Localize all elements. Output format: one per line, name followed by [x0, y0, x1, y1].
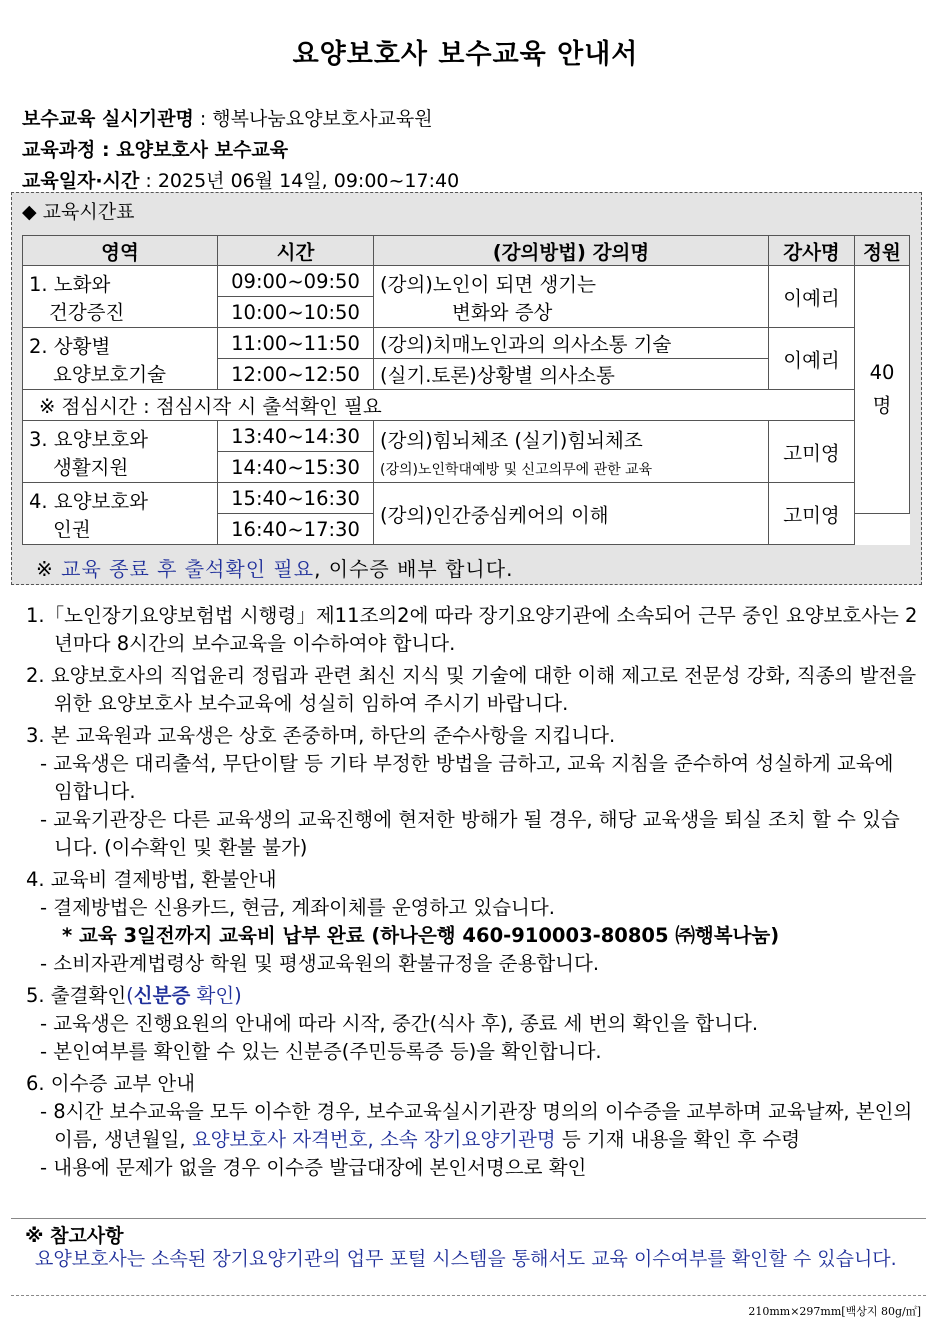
- area-text: 건강증진: [49, 300, 125, 324]
- area-cell: [23, 266, 218, 328]
- reference-title: ※ 참고사항: [25, 1225, 124, 1247]
- lecture-text: (강의)힘뇌체조 (실기)힘뇌체조: [380, 428, 643, 452]
- page-title: 요양보호사 보수교육 안내서: [292, 39, 639, 70]
- note-mark: ※: [36, 557, 54, 581]
- header-instructor: 강사명: [769, 236, 855, 266]
- guideline-1: 1.「노인장기요양보험법 시행령」제11조의2에 따라 장기요양기관에 소속되어 근무 중인 요양보호사는 2년마다 8시간의 보수교육을 이수하여야 합니다.: [26, 604, 918, 655]
- area-text: 요양보호기술: [53, 362, 167, 386]
- institution-value: : 행복나눔요양보호사교육원: [199, 108, 433, 130]
- lunch-cell: ※ 점심시간 : 점심시작 시 출석확인 필요: [23, 390, 855, 421]
- header-time: 시간: [218, 236, 374, 266]
- lecture-cell: [374, 266, 769, 328]
- guidelines: [26, 602, 918, 1182]
- instructor-cell: 고미영: [769, 421, 855, 483]
- time-cell: 13:40~14:30: [218, 421, 374, 452]
- guideline-5: [26, 982, 918, 1010]
- table-row: [23, 328, 910, 359]
- lecture-cell: (실기.토론)상황별 의사소통: [374, 359, 769, 390]
- institution-label: 보수교육 실시기관명: [22, 108, 194, 130]
- guideline-4a: - 결제방법은 신용카드, 현금, 계좌이체를 운영하고 있습니다.: [40, 896, 555, 919]
- header-lecture: (강의방법) 강의명: [374, 236, 769, 266]
- guideline-3: 3. 본 교육원과 교육생은 상호 존중하며, 하단의 준수사항을 지킵니다.: [26, 724, 616, 747]
- note-highlight: 교육 종료 후 출석확인 필요: [61, 557, 315, 581]
- table-row: [23, 483, 910, 514]
- time-cell: 10:00~10:50: [218, 297, 374, 328]
- course-label: 교육과정 : 요양보호사 보수교육: [22, 139, 289, 161]
- schedule-note: [36, 553, 513, 582]
- instructor-cell: 이예리: [769, 328, 855, 390]
- note-rest: , 이수증 배부 합니다.: [314, 557, 514, 581]
- guideline-3b: - 교육기관장은 다른 교육생의 교육진행에 현저한 방해가 될 경우, 해당 교육생을 퇴실 조치 할 수 있습니다. (이수확인 및 환불 불가): [40, 808, 900, 859]
- table-header-row: [23, 236, 910, 266]
- lecture-text: (강의)노인학대예방 및 신고의무에 관한 교육: [380, 461, 653, 478]
- payment-deadline: * 교육 3일전까지 교육비 납부 완료 (하나은행 460-910003-80805 ㈜행복나눔): [62, 924, 780, 947]
- area-text: 3. 요양보호와: [29, 427, 148, 451]
- area-text: 2. 상황별: [29, 334, 111, 358]
- guideline-4c: - 소비자관계법령상 학원 및 평생교육원의 환불규정을 준용합니다.: [40, 952, 600, 975]
- area-cell: [23, 421, 218, 483]
- instructor-cell: 이예리: [769, 266, 855, 328]
- guideline-5b: - 본인여부를 확인할 수 있는 신분증(주민등록증 등)을 확인합니다.: [40, 1040, 602, 1063]
- guideline-3a: - 교육생은 대리출석, 무단이탈 등 기타 부정한 방법을 금하고, 교육 지침을 준수하여 성실하게 교육에 임합니다.: [40, 752, 894, 803]
- guideline-6a: [26, 1098, 918, 1154]
- capacity-value: 40: [869, 361, 895, 384]
- area-cell: [23, 483, 218, 545]
- table-row: [23, 421, 910, 452]
- reference-text: 요양보호사는 소속된 장기요양기관의 업무 포털 시스템을 통해서도 교육 이수여부를 확인할 수 있습니다.: [35, 1248, 897, 1270]
- guideline-4: 4. 교육비 결제방법, 환불안내: [26, 868, 277, 891]
- area-text: 4. 요양보호와: [29, 489, 148, 513]
- time-cell: 09:00~09:50: [218, 266, 374, 297]
- guideline-6a-text: - 8시간 보수교육을 모두 이수한 경우, 보수교육실시기관장 명의의 이수증을 교부하며 교육날짜, 본인의 이름, 생년월일,: [40, 1100, 913, 1151]
- time-cell: 11:00~11:50: [218, 328, 374, 359]
- table-row: [23, 266, 910, 297]
- schedule-heading: ◆ 교육시간표: [22, 201, 135, 223]
- schedule-box: [11, 192, 922, 585]
- capacity-cell: [855, 266, 910, 514]
- guideline-2: 2. 요양보호사의 직업윤리 정립과 관련 최신 지식 및 기술에 대한 이해 제고로 전문성 강화, 직종의 발전을 위한 요양보호사 보수교육에 성실히 임하여 주시기 바랍니다.: [26, 664, 917, 715]
- institution-line: [22, 104, 433, 131]
- guideline-6b: - 내용에 문제가 없을 경우 이수증 발급대장에 본인서명으로 확인: [40, 1156, 587, 1179]
- instructor-cell: 고미영: [769, 483, 855, 545]
- date-line: [22, 166, 459, 193]
- reference-box: [11, 1218, 926, 1296]
- date-label: 교육일자·시간: [22, 170, 140, 192]
- time-cell: 14:40~15:30: [218, 452, 374, 483]
- time-cell: 15:40~16:30: [218, 483, 374, 514]
- course-line: [22, 135, 288, 162]
- guideline-5-bold: 신분증: [133, 984, 191, 1007]
- guideline-5a: - 교육생은 진행요원의 안내에 따라 시작, 중간(식사 후), 종료 세 번의 확인을 합니다.: [40, 1012, 759, 1035]
- area-text: 1. 노화와: [29, 272, 111, 296]
- time-cell: 12:00~12:50: [218, 359, 374, 390]
- schedule-table: [22, 235, 910, 545]
- lecture-text: (강의)노인이 되면 생기는: [380, 272, 596, 296]
- guideline-5-paren: 확인): [190, 984, 242, 1007]
- time-cell: 16:40~17:30: [218, 514, 374, 545]
- lecture-cell: (강의)치매노인과의 의사소통 기술: [374, 328, 769, 359]
- area-text: 생활지원: [53, 455, 129, 479]
- lecture-cell: [374, 421, 769, 483]
- capacity-unit: 명: [872, 394, 892, 417]
- header-capacity: 정원: [855, 236, 910, 266]
- guideline-5-paren: (: [126, 984, 134, 1007]
- lecture-cell: (강의)인간중심케어의 이해: [374, 483, 769, 545]
- paper-spec: 210mm×297mm[백상지 80g/㎡]: [748, 1305, 921, 1318]
- guideline-5-text: 5. 출결확인: [26, 984, 127, 1007]
- guideline-6a-highlight: 요양보호사 자격번호, 소속 장기요양기관명: [191, 1128, 556, 1151]
- guideline-6: 6. 이수증 교부 안내: [26, 1072, 196, 1095]
- lecture-text: 변화와 증상: [452, 300, 553, 324]
- table-row: [23, 390, 910, 421]
- area-text: 인권: [53, 517, 91, 541]
- date-value: : 2025년 06월 14일, 09:00~17:40: [145, 170, 460, 192]
- guideline-6a-text: 등 기재 내용을 확인 후 수령: [555, 1128, 801, 1151]
- area-cell: [23, 328, 218, 390]
- header-area: 영역: [23, 236, 218, 266]
